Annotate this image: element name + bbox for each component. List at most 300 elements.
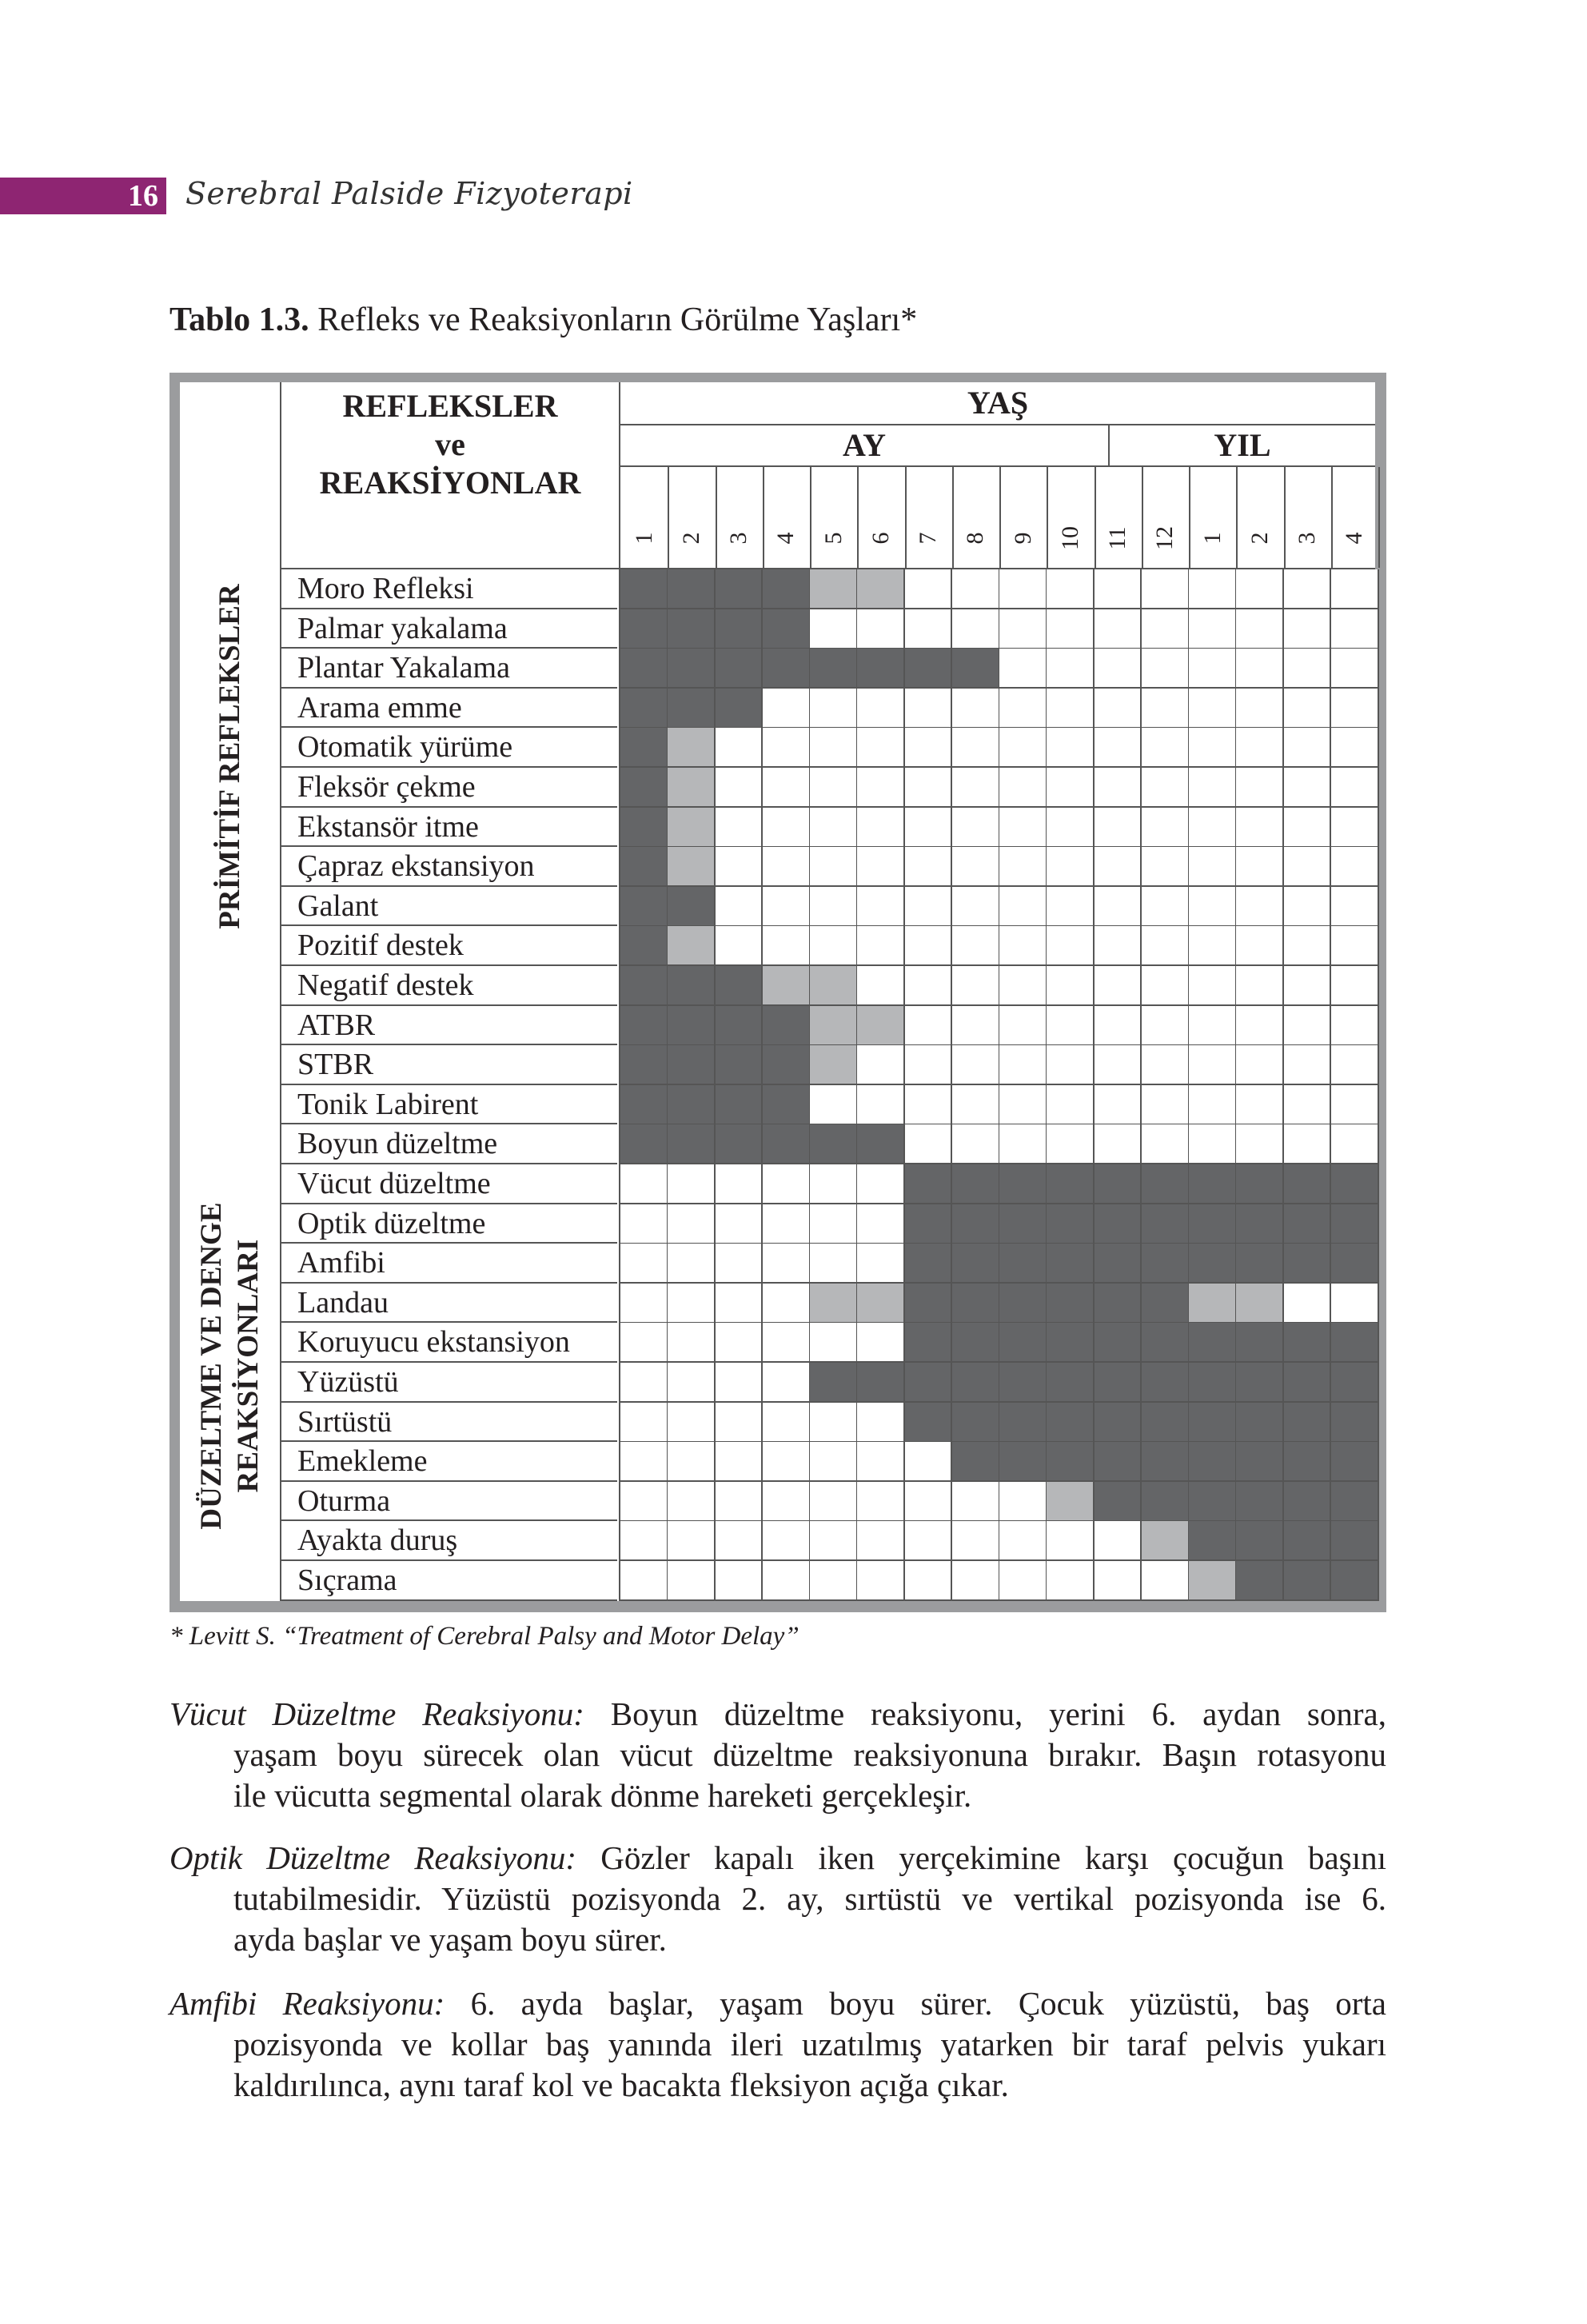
column-header-1 bbox=[620, 467, 669, 568]
cell-absent bbox=[1331, 649, 1379, 689]
cell-present bbox=[668, 649, 716, 689]
cell-absent bbox=[620, 1442, 668, 1482]
cell-present bbox=[763, 1085, 811, 1125]
cell-absent bbox=[999, 1045, 1047, 1085]
cell-present bbox=[905, 1244, 953, 1284]
row-label: Boyun düzeltme bbox=[281, 1124, 617, 1164]
cell-present bbox=[620, 768, 668, 808]
cell-variable bbox=[810, 1045, 858, 1085]
cell-absent bbox=[952, 1045, 1000, 1085]
cell-present bbox=[1189, 1204, 1237, 1244]
cell-absent bbox=[1095, 966, 1142, 1006]
cell-absent bbox=[810, 1442, 858, 1482]
cell-absent bbox=[763, 1482, 811, 1522]
cell-present bbox=[1236, 1363, 1284, 1403]
cell-absent bbox=[763, 1403, 811, 1443]
cell-absent bbox=[810, 1085, 858, 1125]
cell-present bbox=[810, 1124, 858, 1164]
cell-absent bbox=[1142, 1085, 1190, 1125]
cell-present bbox=[1236, 1561, 1284, 1601]
cell-present bbox=[1331, 1323, 1379, 1363]
cell-present bbox=[716, 1045, 764, 1085]
cell-present bbox=[905, 649, 953, 689]
column-header-9 bbox=[999, 467, 1048, 568]
cell-absent bbox=[1189, 1085, 1237, 1125]
cell-absent bbox=[1331, 689, 1379, 729]
cell-present bbox=[716, 1006, 764, 1046]
cell-absent bbox=[1236, 966, 1284, 1006]
cell-absent bbox=[1331, 569, 1379, 609]
row-label: Ayakta duruş bbox=[281, 1521, 617, 1561]
cell-absent bbox=[620, 1363, 668, 1403]
cell-absent bbox=[1331, 1085, 1379, 1125]
cell-absent bbox=[668, 1323, 716, 1363]
cell-absent bbox=[905, 808, 953, 848]
cell-absent bbox=[905, 926, 953, 966]
cell-present bbox=[620, 569, 668, 609]
cell-absent bbox=[668, 1363, 716, 1403]
cell-absent bbox=[999, 649, 1047, 689]
cell-absent bbox=[1331, 1124, 1379, 1164]
cell-absent bbox=[1236, 569, 1284, 609]
cell-absent bbox=[810, 768, 858, 808]
cell-absent bbox=[1189, 966, 1237, 1006]
column-header-16 bbox=[1331, 467, 1380, 568]
cell-present bbox=[1095, 1323, 1142, 1363]
cell-absent bbox=[810, 1403, 858, 1443]
cell-present bbox=[668, 887, 716, 927]
cell-absent bbox=[1236, 609, 1284, 649]
cell-absent bbox=[763, 808, 811, 848]
paragraph-line: yaşam boyu sürecek olan vücut düzeltme reaksiyonuna bırakır. Başın rotasyonu bbox=[233, 1736, 1386, 1773]
cell-absent bbox=[1236, 768, 1284, 808]
cell-absent bbox=[1047, 1521, 1095, 1561]
cell-present bbox=[1284, 1244, 1332, 1284]
table-footnote: * Levitt S. “Treatment of Cerebral Palsy and Motor Delay” bbox=[169, 1622, 799, 1651]
cell-variable bbox=[668, 808, 716, 848]
cell-present bbox=[1284, 1442, 1332, 1482]
cell-absent bbox=[999, 1124, 1047, 1164]
cell-absent bbox=[810, 808, 858, 848]
cell-present bbox=[905, 1363, 953, 1403]
cell-absent bbox=[1236, 1124, 1284, 1164]
cell-absent bbox=[668, 1521, 716, 1561]
cell-absent bbox=[1142, 728, 1190, 768]
cell-absent bbox=[1284, 649, 1332, 689]
cell-present bbox=[620, 1045, 668, 1085]
cell-present bbox=[1142, 1482, 1190, 1522]
cell-variable bbox=[668, 847, 716, 887]
cell-present bbox=[905, 1284, 953, 1324]
cell-absent bbox=[857, 808, 905, 848]
cell-absent bbox=[810, 689, 858, 729]
cell-present bbox=[1047, 1204, 1095, 1244]
year-header: YIL bbox=[1110, 425, 1375, 467]
cell-absent bbox=[1189, 847, 1237, 887]
cell-present bbox=[1331, 1442, 1379, 1482]
cell-present bbox=[1331, 1482, 1379, 1522]
cell-absent bbox=[1236, 847, 1284, 887]
cell-absent bbox=[952, 1521, 1000, 1561]
cell-absent bbox=[857, 887, 905, 927]
cell-present bbox=[1095, 1284, 1142, 1324]
row-label: Amfibi bbox=[281, 1244, 617, 1284]
cell-absent bbox=[1095, 1085, 1142, 1125]
cell-present bbox=[1189, 1363, 1237, 1403]
cell-present bbox=[1095, 1363, 1142, 1403]
cell-present bbox=[1047, 1323, 1095, 1363]
cell-absent bbox=[620, 1164, 668, 1204]
cell-absent bbox=[952, 847, 1000, 887]
group-primitive-reflexes bbox=[180, 382, 281, 1132]
cell-absent bbox=[716, 1164, 764, 1204]
paragraph-line bbox=[169, 1983, 1386, 2024]
cell-absent bbox=[810, 1244, 858, 1284]
cell-present bbox=[1095, 1164, 1142, 1204]
column-header-label: 4 bbox=[772, 532, 799, 545]
row-label: Ekstansör itme bbox=[281, 808, 617, 848]
cell-absent bbox=[763, 1442, 811, 1482]
cell-absent bbox=[1095, 808, 1142, 848]
cell-present bbox=[952, 1244, 1000, 1284]
cell-present bbox=[1189, 1244, 1237, 1284]
cell-absent bbox=[999, 768, 1047, 808]
cell-present bbox=[668, 966, 716, 1006]
paragraph-line: pozisyonda ve kollar baş yanında ileri uzatılmış yatarken bir taraf pelvis yukarı bbox=[233, 2026, 1386, 2062]
cell-absent bbox=[999, 1521, 1047, 1561]
cell-present bbox=[952, 1363, 1000, 1403]
cell-absent bbox=[1189, 569, 1237, 609]
cell-present bbox=[1284, 1561, 1332, 1601]
cell-absent bbox=[1284, 966, 1332, 1006]
cell-present bbox=[668, 609, 716, 649]
cell-absent bbox=[857, 1323, 905, 1363]
cell-variable bbox=[857, 569, 905, 609]
cell-absent bbox=[857, 609, 905, 649]
cell-absent bbox=[1047, 966, 1095, 1006]
cell-absent bbox=[810, 1561, 858, 1601]
cell-variable bbox=[810, 966, 858, 1006]
paragraph-text: Boyun düzeltme reaksiyonu, yerini 6. aydan sonra, bbox=[584, 1695, 1386, 1732]
cell-absent bbox=[999, 847, 1047, 887]
cell-absent bbox=[716, 1244, 764, 1284]
cell-present bbox=[999, 1403, 1047, 1443]
paragraph-line bbox=[169, 1694, 1386, 1735]
row-label: Sırtüstü bbox=[281, 1403, 617, 1443]
cell-variable bbox=[668, 728, 716, 768]
cell-present bbox=[620, 847, 668, 887]
group-righting-label bbox=[193, 1202, 267, 1529]
cell-present bbox=[1142, 1244, 1190, 1284]
cell-present bbox=[1284, 1204, 1332, 1244]
cell-absent bbox=[620, 1284, 668, 1324]
cell-absent bbox=[620, 1403, 668, 1443]
cell-absent bbox=[905, 1442, 953, 1482]
cell-present bbox=[1095, 1403, 1142, 1443]
paragraph-term: Vücut Düzeltme Reaksiyonu: bbox=[169, 1695, 584, 1732]
cell-absent bbox=[905, 1085, 953, 1125]
column-header-11 bbox=[1095, 467, 1143, 568]
cell-absent bbox=[1142, 847, 1190, 887]
cell-absent bbox=[905, 1045, 953, 1085]
cell-absent bbox=[999, 1482, 1047, 1522]
cell-absent bbox=[716, 1204, 764, 1244]
book-title: Serebral Palside Fizyoterapi bbox=[185, 176, 633, 211]
cell-absent bbox=[1284, 1085, 1332, 1125]
paragraph-line: kaldırılınca, aynı taraf kol ve bacakta fleksiyon açığa çıkar. bbox=[233, 2066, 1009, 2103]
column-header-label: 9 bbox=[1009, 532, 1036, 545]
cell-absent bbox=[952, 1482, 1000, 1522]
cell-absent bbox=[716, 887, 764, 927]
cell-absent bbox=[668, 1284, 716, 1324]
row-label: Pozitif destek bbox=[281, 926, 617, 966]
column-header-label: 5 bbox=[819, 532, 847, 545]
cell-absent bbox=[763, 887, 811, 927]
cell-absent bbox=[1236, 728, 1284, 768]
cell-absent bbox=[1095, 728, 1142, 768]
cell-present bbox=[952, 1204, 1000, 1244]
paragraph-line: ile vücutta segmental olarak dönme hareketi gerçekleşir. bbox=[233, 1777, 972, 1814]
column-header-5 bbox=[810, 467, 859, 568]
cell-absent bbox=[668, 1442, 716, 1482]
table-title-header bbox=[281, 382, 619, 568]
cell-present bbox=[1142, 1204, 1190, 1244]
cell-absent bbox=[1142, 808, 1190, 848]
cell-present bbox=[1189, 1403, 1237, 1443]
cell-present bbox=[1142, 1403, 1190, 1443]
cell-present bbox=[1284, 1482, 1332, 1522]
cell-absent bbox=[1331, 926, 1379, 966]
table-title-line3: REAKSİYONLAR bbox=[319, 465, 581, 501]
cell-absent bbox=[763, 1323, 811, 1363]
cell-present bbox=[620, 609, 668, 649]
cell-absent bbox=[1189, 926, 1237, 966]
cell-absent bbox=[716, 1521, 764, 1561]
cell-present bbox=[999, 1442, 1047, 1482]
cell-absent bbox=[952, 1124, 1000, 1164]
cell-absent bbox=[1236, 1085, 1284, 1125]
row-label: Moro Refleksi bbox=[281, 569, 617, 609]
cell-absent bbox=[1189, 1045, 1237, 1085]
cell-absent bbox=[668, 1204, 716, 1244]
cell-absent bbox=[620, 1482, 668, 1522]
cell-present bbox=[1331, 1204, 1379, 1244]
cell-variable bbox=[1236, 1284, 1284, 1324]
cell-present bbox=[1095, 1482, 1142, 1522]
cell-absent bbox=[1331, 808, 1379, 848]
cell-absent bbox=[810, 609, 858, 649]
cell-absent bbox=[1047, 728, 1095, 768]
cell-absent bbox=[952, 569, 1000, 609]
paragraph-line: ayda başlar ve yaşam boyu sürer. bbox=[233, 1921, 667, 1958]
cell-absent bbox=[857, 689, 905, 729]
cell-absent bbox=[1236, 649, 1284, 689]
cell-absent bbox=[810, 887, 858, 927]
cell-present bbox=[952, 1323, 1000, 1363]
cell-present bbox=[1331, 1561, 1379, 1601]
cell-absent bbox=[905, 689, 953, 729]
cell-absent bbox=[952, 689, 1000, 729]
cell-absent bbox=[999, 966, 1047, 1006]
cell-absent bbox=[1236, 689, 1284, 729]
column-header-label: 3 bbox=[725, 532, 752, 545]
cell-absent bbox=[1095, 847, 1142, 887]
cell-absent bbox=[952, 808, 1000, 848]
cell-present bbox=[1142, 1284, 1190, 1324]
cell-absent bbox=[810, 926, 858, 966]
cell-absent bbox=[1331, 1006, 1379, 1046]
cell-absent bbox=[1331, 1045, 1379, 1085]
cell-absent bbox=[1236, 926, 1284, 966]
cell-absent bbox=[952, 728, 1000, 768]
cell-absent bbox=[1095, 768, 1142, 808]
cell-present bbox=[1284, 1363, 1332, 1403]
cell-variable bbox=[668, 926, 716, 966]
column-header-label: 10 bbox=[1056, 526, 1083, 550]
cell-absent bbox=[668, 1482, 716, 1522]
column-header-3 bbox=[716, 467, 764, 568]
column-header-label: 12 bbox=[1151, 526, 1178, 550]
cell-present bbox=[716, 649, 764, 689]
cell-present bbox=[952, 649, 1000, 689]
cell-absent bbox=[810, 1323, 858, 1363]
paragraph-line bbox=[169, 1838, 1386, 1879]
cell-present bbox=[1236, 1521, 1284, 1561]
cell-absent bbox=[1284, 808, 1332, 848]
cell-present bbox=[905, 1403, 953, 1443]
cell-present bbox=[905, 1204, 953, 1244]
cell-present bbox=[1331, 1164, 1379, 1204]
cell-absent bbox=[716, 847, 764, 887]
cell-absent bbox=[857, 966, 905, 1006]
cell-absent bbox=[1047, 1085, 1095, 1125]
cell-absent bbox=[857, 1482, 905, 1522]
cell-variable bbox=[810, 1006, 858, 1046]
cell-present bbox=[620, 887, 668, 927]
paragraph-line: tutabilmesidir. Yüzüstü pozisyonda 2. ay, sırtüstü ve vertikal pozisyonda ise 6. bbox=[233, 1880, 1386, 1917]
cell-absent bbox=[952, 926, 1000, 966]
cell-present bbox=[1095, 1204, 1142, 1244]
column-header-label: 3 bbox=[1294, 532, 1321, 545]
cell-absent bbox=[1284, 569, 1332, 609]
cell-absent bbox=[620, 1521, 668, 1561]
cell-absent bbox=[668, 1561, 716, 1601]
cell-absent bbox=[1142, 768, 1190, 808]
paragraph-optic-righting bbox=[169, 1838, 1386, 1960]
cell-present bbox=[857, 649, 905, 689]
cell-absent bbox=[1095, 609, 1142, 649]
cell-absent bbox=[1284, 609, 1332, 649]
cell-present bbox=[952, 1284, 1000, 1324]
cell-absent bbox=[1284, 1284, 1332, 1324]
cell-absent bbox=[716, 1363, 764, 1403]
cell-present bbox=[620, 649, 668, 689]
column-header-label: 1 bbox=[1198, 532, 1226, 545]
cell-present bbox=[1284, 1521, 1332, 1561]
cell-absent bbox=[716, 1442, 764, 1482]
cell-present bbox=[763, 609, 811, 649]
cell-present bbox=[620, 1085, 668, 1125]
paragraph-text: 6. ayda başlar, yaşam boyu sürer. Çocuk yüzüstü, baş orta bbox=[445, 1985, 1386, 2022]
cell-absent bbox=[763, 768, 811, 808]
cell-present bbox=[716, 609, 764, 649]
cell-absent bbox=[952, 887, 1000, 927]
cell-absent bbox=[668, 1164, 716, 1204]
cell-absent bbox=[905, 847, 953, 887]
cell-absent bbox=[857, 847, 905, 887]
cell-variable bbox=[1189, 1284, 1237, 1324]
row-label: Sıçrama bbox=[281, 1561, 617, 1601]
cell-variable bbox=[810, 569, 858, 609]
cell-absent bbox=[1284, 926, 1332, 966]
column-header-label: 8 bbox=[962, 532, 989, 545]
row-label: Emekleme bbox=[281, 1442, 617, 1482]
cell-absent bbox=[668, 1244, 716, 1284]
column-header-label: 2 bbox=[677, 532, 704, 545]
cell-present bbox=[1236, 1482, 1284, 1522]
cell-absent bbox=[999, 808, 1047, 848]
cell-present bbox=[952, 1403, 1000, 1443]
cell-absent bbox=[952, 1006, 1000, 1046]
cell-present bbox=[1047, 1244, 1095, 1284]
cell-absent bbox=[1284, 1006, 1332, 1046]
cell-absent bbox=[810, 728, 858, 768]
cell-present bbox=[952, 1442, 1000, 1482]
cell-variable bbox=[857, 1006, 905, 1046]
cell-absent bbox=[1142, 689, 1190, 729]
cell-absent bbox=[1095, 1124, 1142, 1164]
cell-present bbox=[1236, 1442, 1284, 1482]
cell-variable bbox=[810, 1284, 858, 1324]
cell-present bbox=[668, 1085, 716, 1125]
cell-present bbox=[1142, 1323, 1190, 1363]
cell-absent bbox=[716, 1482, 764, 1522]
cell-present bbox=[1284, 1164, 1332, 1204]
cell-absent bbox=[763, 1164, 811, 1204]
column-header-label: 1 bbox=[630, 532, 657, 545]
cell-absent bbox=[952, 1085, 1000, 1125]
cell-present bbox=[1236, 1244, 1284, 1284]
cell-absent bbox=[763, 1521, 811, 1561]
paragraph-body-righting bbox=[169, 1694, 1386, 1816]
cell-present bbox=[1236, 1403, 1284, 1443]
cell-absent bbox=[1331, 609, 1379, 649]
row-label: Plantar Yakalama bbox=[281, 649, 617, 689]
cell-absent bbox=[810, 1482, 858, 1522]
cell-present bbox=[952, 1164, 1000, 1204]
row-label: Çapraz ekstansiyon bbox=[281, 847, 617, 887]
cell-absent bbox=[1095, 887, 1142, 927]
cell-absent bbox=[1047, 1045, 1095, 1085]
column-header-12 bbox=[1142, 467, 1190, 568]
cell-absent bbox=[1142, 1561, 1190, 1601]
row-label: Oturma bbox=[281, 1482, 617, 1522]
cell-absent bbox=[1331, 847, 1379, 887]
cell-present bbox=[857, 1124, 905, 1164]
row-label: STBR bbox=[281, 1045, 617, 1085]
cell-present bbox=[905, 1164, 953, 1204]
cell-present bbox=[1047, 1284, 1095, 1324]
row-label: Vücut düzeltme bbox=[281, 1164, 617, 1204]
cell-absent bbox=[1284, 689, 1332, 729]
cell-absent bbox=[1331, 966, 1379, 1006]
cell-absent bbox=[810, 1204, 858, 1244]
cell-absent bbox=[905, 609, 953, 649]
column-header-label: 2 bbox=[1246, 532, 1273, 545]
table-title-line2: ve bbox=[435, 426, 465, 462]
cell-absent bbox=[810, 847, 858, 887]
cell-absent bbox=[1047, 926, 1095, 966]
